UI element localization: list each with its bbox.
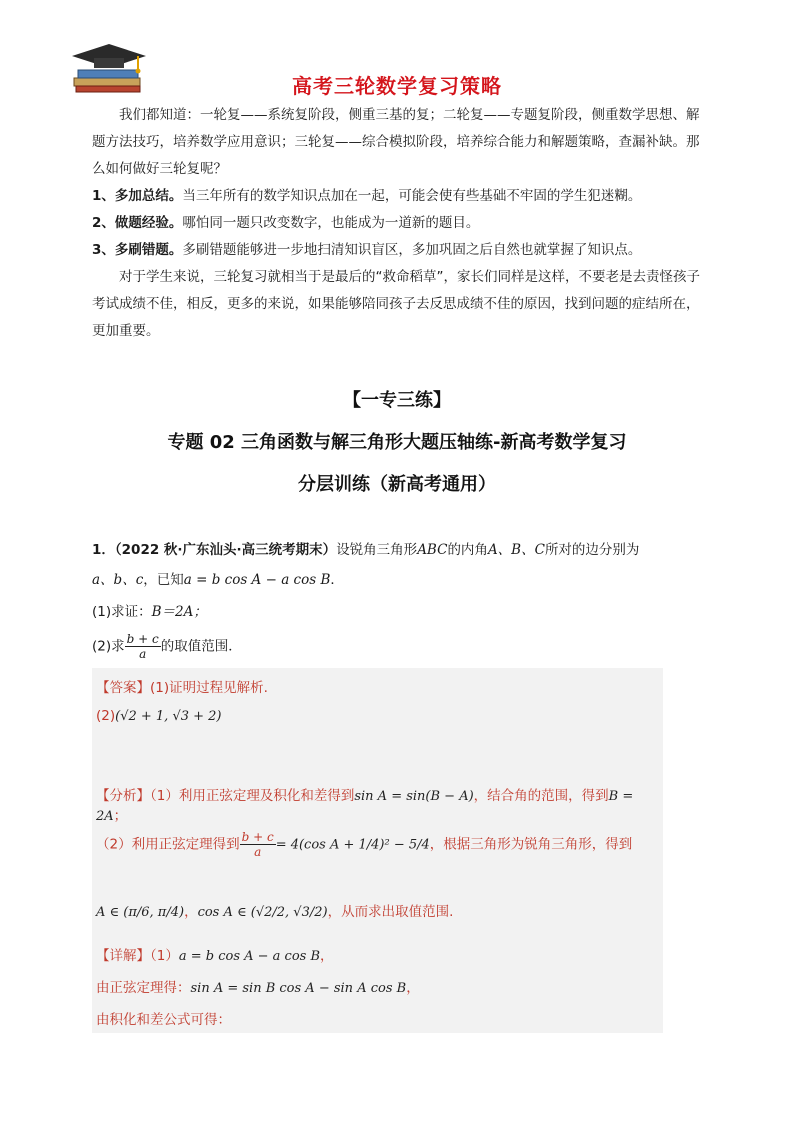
analysis-text-2: ，结合角的范围，得到: [473, 788, 609, 804]
answer-line-1: [96, 676, 666, 696]
detail-eq-2: sin A = sin B cos A − sin A cos B: [190, 981, 407, 996]
part-1-equation: B＝2A；: [151, 604, 207, 620]
detail-text-2: 由正弦定理得：: [96, 980, 191, 996]
analysis-eq-sinA: sin A = sin(B − A): [354, 789, 474, 804]
analysis-label: 【分析】: [96, 788, 150, 804]
analysis-eq-A-range: A ∈ (π/6, π/4): [96, 905, 185, 920]
page-title: 高考三轮数学复习策略: [292, 74, 502, 98]
answer-line-2: [96, 708, 666, 724]
question-stem-1: 设锐角三角形: [336, 542, 418, 558]
question-given-text: ，已知: [143, 572, 184, 588]
analysis-text-4: ，根据三角形为锐角三角形，得到: [429, 836, 633, 853]
tip-2-label: 2、做题经验。: [92, 215, 183, 231]
section-bracket-title: 【一专三练】: [343, 390, 451, 411]
detail-line-1: [96, 944, 666, 964]
triangle-name: ABC: [417, 542, 448, 558]
analysis-fraction: [240, 830, 276, 859]
answer-part-2-prefix: (2): [96, 708, 116, 724]
answer-part-2-interval: (√2 + 1, √3 + 2): [115, 709, 222, 724]
analysis-line-1-end: ；: [113, 808, 128, 824]
tip-1: [92, 183, 702, 210]
detail-line-1-end: ，: [320, 948, 334, 964]
question-stem-3: 所对的边分别为: [544, 542, 640, 558]
part-1-text: (1)求证：: [92, 604, 152, 620]
fraction-numerator: b + c: [126, 632, 159, 646]
section-title-line-1: 专题 02 三角函数与解三角形大题压轴练-新高考数学复习: [167, 432, 627, 453]
analysis-fraction-numerator: b + c: [241, 830, 274, 844]
analysis-separator: ，: [184, 904, 198, 920]
question-line-2-end: ．: [330, 572, 344, 588]
question-part-1: [92, 602, 692, 622]
answer-part-1: (1)证明过程见解析.: [150, 680, 268, 696]
question-stem-2: 的内角: [447, 542, 488, 558]
part-2-prefix: (2)求: [92, 638, 125, 655]
tip-2: [92, 210, 702, 237]
detail-eq-1: a = b cos A − a cos B: [178, 949, 321, 964]
detail-line-2-end: ，: [406, 980, 420, 996]
analysis-line-3: [96, 900, 666, 920]
tip-3-text: 多刷错题能够进一步地扫清知识盲区，多加巩固之后自然也就掌握了知识点。: [182, 242, 642, 258]
side-names: a、b、c: [92, 572, 144, 588]
question-number: 1．: [92, 542, 115, 558]
tip-3-label: 3、多刷错题。: [92, 242, 183, 258]
analysis-line-1: [96, 784, 666, 824]
angle-names: A、B、C: [487, 542, 545, 558]
tip-1-text: 当三年所有的数学知识点加在一起，可能会使有些基础不牢固的学生犯迷糊。: [182, 188, 642, 204]
intro-paragraph: 我们都知道：一轮复——系统复阶段，侧重三基的复；二轮复——专题复阶段，侧重数学思想、解题方法技巧，培养数学应用意识；三轮复——综合模拟阶段，培养综合能力和解题策略，查漏补缺。那么如何做好三轮复呢？: [92, 107, 700, 177]
detail-step-1: （1）: [150, 948, 179, 964]
given-equation: a = b cos A − a cos B: [183, 572, 331, 588]
analysis-eq-cosA-range: cos A ∈ (√2/2, √3/2): [197, 905, 328, 920]
question-source: （2022 秋·广东汕头·高三统考期末）: [114, 542, 337, 558]
question-line-2: [92, 570, 692, 590]
analysis-fraction-denominator: a: [254, 845, 262, 859]
analysis-text-5: ，从而求出取值范围.: [327, 904, 454, 920]
analysis-eq-expansion: = 4(cos A + 1/4)² − 5/4: [275, 837, 430, 853]
fraction-b-plus-c-over-a: [125, 632, 161, 661]
closing-paragraph: 对于学生来说，三轮复习就相当于是最后的“救命稻草”，家长们同样是这样，不要老是去责怪孩子考试成绩不佳，相反，更多的来说，如果能够陪同孩子去反思成绩不佳的原因，找到问题的症结所在，更加重要。: [92, 269, 700, 339]
detail-label: 【详解】: [96, 948, 150, 964]
detail-line-2: [96, 976, 666, 996]
section-title-line-2: 分层训练（新高考通用）: [298, 474, 496, 495]
question-line-1: [92, 540, 692, 560]
part-2-suffix: 的取值范围．: [160, 638, 242, 655]
answer-label: 【答案】: [96, 680, 150, 696]
analysis-text-1: （1）利用正弦定理及积化和差得到: [150, 788, 355, 804]
fraction-denominator: a: [139, 647, 147, 661]
detail-line-3: 由积化和差公式可得：: [96, 1012, 231, 1028]
analysis-text-3: （2）利用正弦定理得到: [96, 836, 240, 853]
analysis-eq-B2A: B = 2A: [96, 789, 634, 824]
tip-3: [92, 237, 702, 264]
question-part-2: [92, 632, 692, 661]
tip-2-text: 哪怕同一题只改变数字，也能成为一道新的题目。: [182, 215, 480, 231]
tip-1-label: 1、多加总结。: [92, 188, 183, 204]
analysis-line-2: [96, 830, 666, 859]
